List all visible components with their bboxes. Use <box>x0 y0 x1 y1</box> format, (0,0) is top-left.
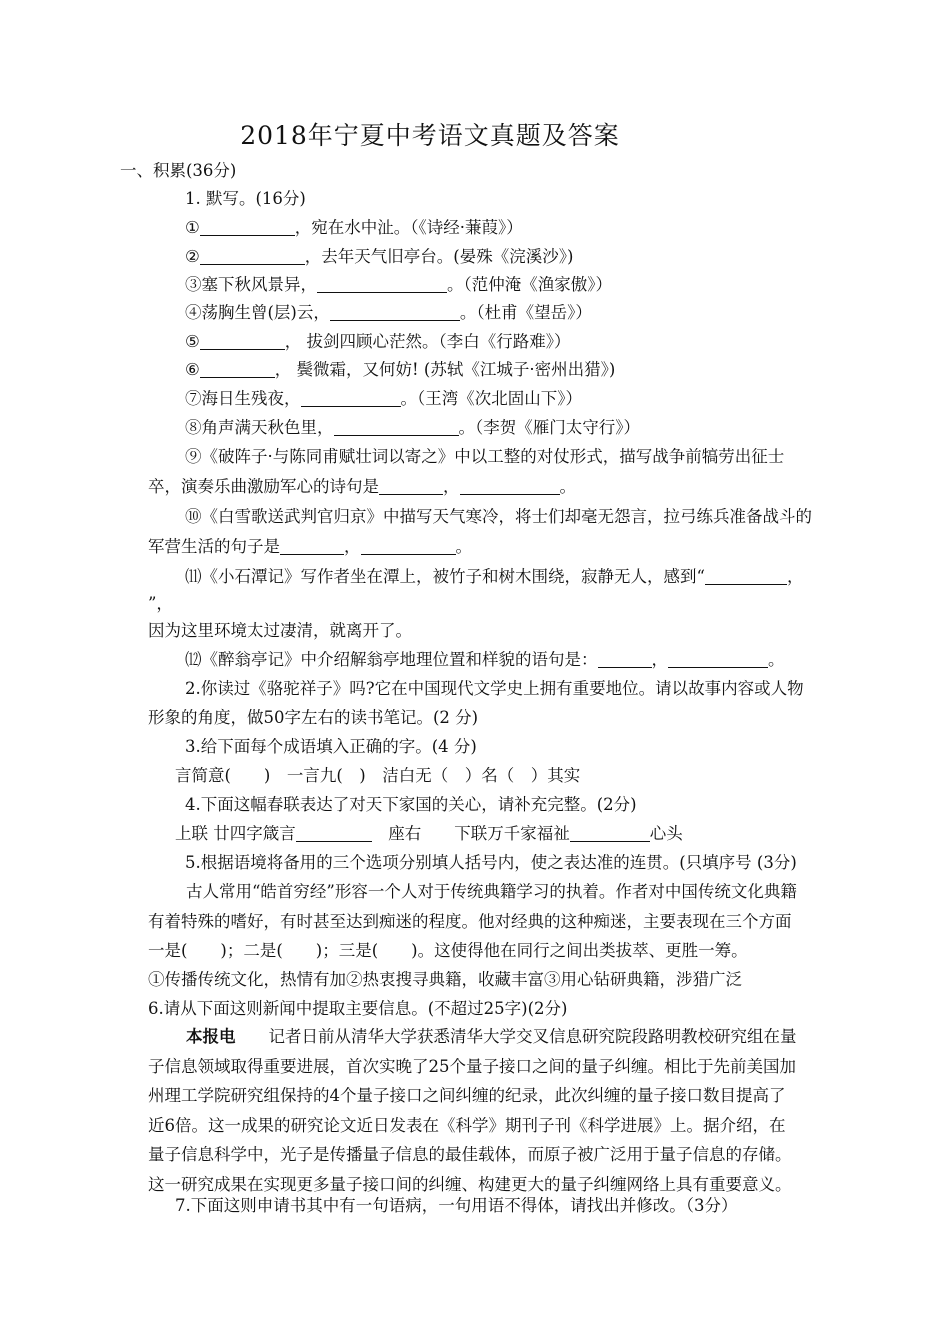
q1-line-9a: ⑨《破阵子·与陈同甫赋壮词以寄之》中以工整的对仗形式，描写战争前犒劳出征士 <box>185 447 785 466</box>
q4-heading: 4.下面这幅春联表达了对天下家国的关心，请补充完整。(2分) <box>185 795 637 814</box>
page-title: 2018年宁夏中考语文真题及答案 <box>240 121 620 150</box>
q1-line-10b: 军营生活的句子是 ， 。 <box>148 537 472 556</box>
q1-line-4: ④荡胸生曾(层)云， 。（杜甫《望岳》） <box>185 303 592 322</box>
q1-line-1: ① ，宛在水中沚。（《诗经·蒹葭》） <box>185 218 523 237</box>
q7-heading: 7.下面这则申请书其中有一句语病，一句用语不得体，请找出并修改。（3分） <box>175 1196 738 1215</box>
blank-line[interactable] <box>379 476 443 495</box>
q3-items: 言简意( ) 一言九( ) 洁白无（ ）名（ ）其实 <box>175 766 581 785</box>
q6-heading: 6.请从下面这则新闻中提取主要信息。(不超过25字)(2分) <box>148 999 568 1018</box>
q5-options: ①传播传统文化，热情有加②热衷搜寻典籍，收藏丰富③用心钻研典籍，涉猎广泛 <box>148 970 742 989</box>
q1-line-11c: 因为这里环境太过凄清，就离开了。 <box>148 621 412 640</box>
q1-line-11a: ⑾《小石潭记》写作者坐在潭上，被竹子和树木围绕，寂静无人，感到“ ， <box>185 567 804 586</box>
q5-heading: 5.根据语境将备用的三个选项分别填人括号内，使之表达准的连贯。(只填序号 (3分) <box>185 853 797 872</box>
q2-line-b: 形象的角度，做50字左右的读书笔记。(2 分) <box>148 708 479 727</box>
q1-heading: 1. 默写。(16分) <box>185 189 306 208</box>
blank-line[interactable] <box>200 217 295 236</box>
blank-line[interactable] <box>460 476 560 495</box>
blank-line[interactable] <box>200 246 305 265</box>
blank-line[interactable] <box>570 823 650 842</box>
q1-line-3: ③塞下秋风景异， 。（范仲淹《渔家傲》） <box>185 275 612 294</box>
blank-line[interactable] <box>598 649 652 668</box>
blank-line[interactable] <box>301 388 401 407</box>
q6-news-paragraph: 本报电 记者日前从清华大学获悉清华大学交叉信息研究院段路明教校研究组在量子信息领域取得重要进展，首次实晚了25个量子接口之间的量子纠缠。相比于先前美国加州理工学院研究组保持的4个量子接口之间纠缠的纪录，此次纠缠的量子接口数目提高了近6倍。这一成果的研究论文近日发表在《科学》期刊子刊《科学进展》上。据介绍，在量子信息科学中，光子是传播量子信息的最佳载体，而原子被广泛用于量子信息的存储。这一研究成果在实现更多量子接口间的纠缠、构建更大的量子纠缠网络上具有重要意义。 <box>148 1027 797 1194</box>
q1-line-11b: ”， <box>148 594 173 613</box>
blank-line[interactable] <box>200 359 275 378</box>
q1-line-2: ② ，去年天气旧亭台。(晏殊《浣溪沙》) <box>185 247 574 266</box>
q1-line-9b: 卒，演奏乐曲激励军心的诗句是 ， 。 <box>148 477 576 496</box>
section-heading: 一、积累(36分) <box>120 161 237 180</box>
blank-line[interactable] <box>280 536 344 555</box>
blank-line[interactable] <box>361 536 456 555</box>
q1-line-7: ⑦海日生残夜， 。（王湾《次北固山下》） <box>185 389 582 408</box>
q1-line-10a: ⑩《白雪歌送武判官归京》中描写天气寒冷，将士们却毫无怨言，拉弓练兵准备战斗的 <box>185 507 812 526</box>
blank-line[interactable] <box>200 331 285 350</box>
q1-line-12: ⑿《醉翁亭记》中介绍解翁亭地理位置和样貌的语句是： ， 。 <box>185 650 785 669</box>
blank-line[interactable] <box>330 302 460 321</box>
blank-line[interactable] <box>334 417 459 436</box>
q1-line-8: ⑧角声满天秋色里， 。（李贺《雁门太守行》） <box>185 418 640 437</box>
q3-heading: 3.给下面每个成语填入正确的字。(4 分) <box>185 737 477 756</box>
blank-line[interactable] <box>705 566 787 585</box>
q1-line-6: ⑥ ， 鬓微霜，又何妨! (苏轼《江城子·密州出猎》) <box>185 360 616 379</box>
q5-paragraph: 古人常用“皓首穷经”形容一个人对于传统典籍学习的执着。作者对中国传统文化典籍有着特殊的嗜好，有时甚至达到痴迷的程度。他对经典的这种痴迷，主要表现在三个方面一是( )；二是( )；三是( )。这使得他在同行之间出类拔萃、更胜一筹。 <box>148 882 797 960</box>
q1-line-5: ⑤ ， 拔剑四顾心茫然。（李白《行路难》） <box>185 332 571 351</box>
q4-couplet: 上联 廿四字箴言 座右 下联万千家福祉 心头 <box>175 824 683 843</box>
news-lead: 本报电 <box>186 1027 236 1046</box>
blank-line[interactable] <box>317 274 447 293</box>
blank-line[interactable] <box>668 649 768 668</box>
blank-line[interactable] <box>296 823 372 842</box>
q2-line-a: 2.你读过《骆驼祥子》吗?它在中国现代文学史上拥有重要地位。请以故事内容或人物 <box>185 679 804 698</box>
